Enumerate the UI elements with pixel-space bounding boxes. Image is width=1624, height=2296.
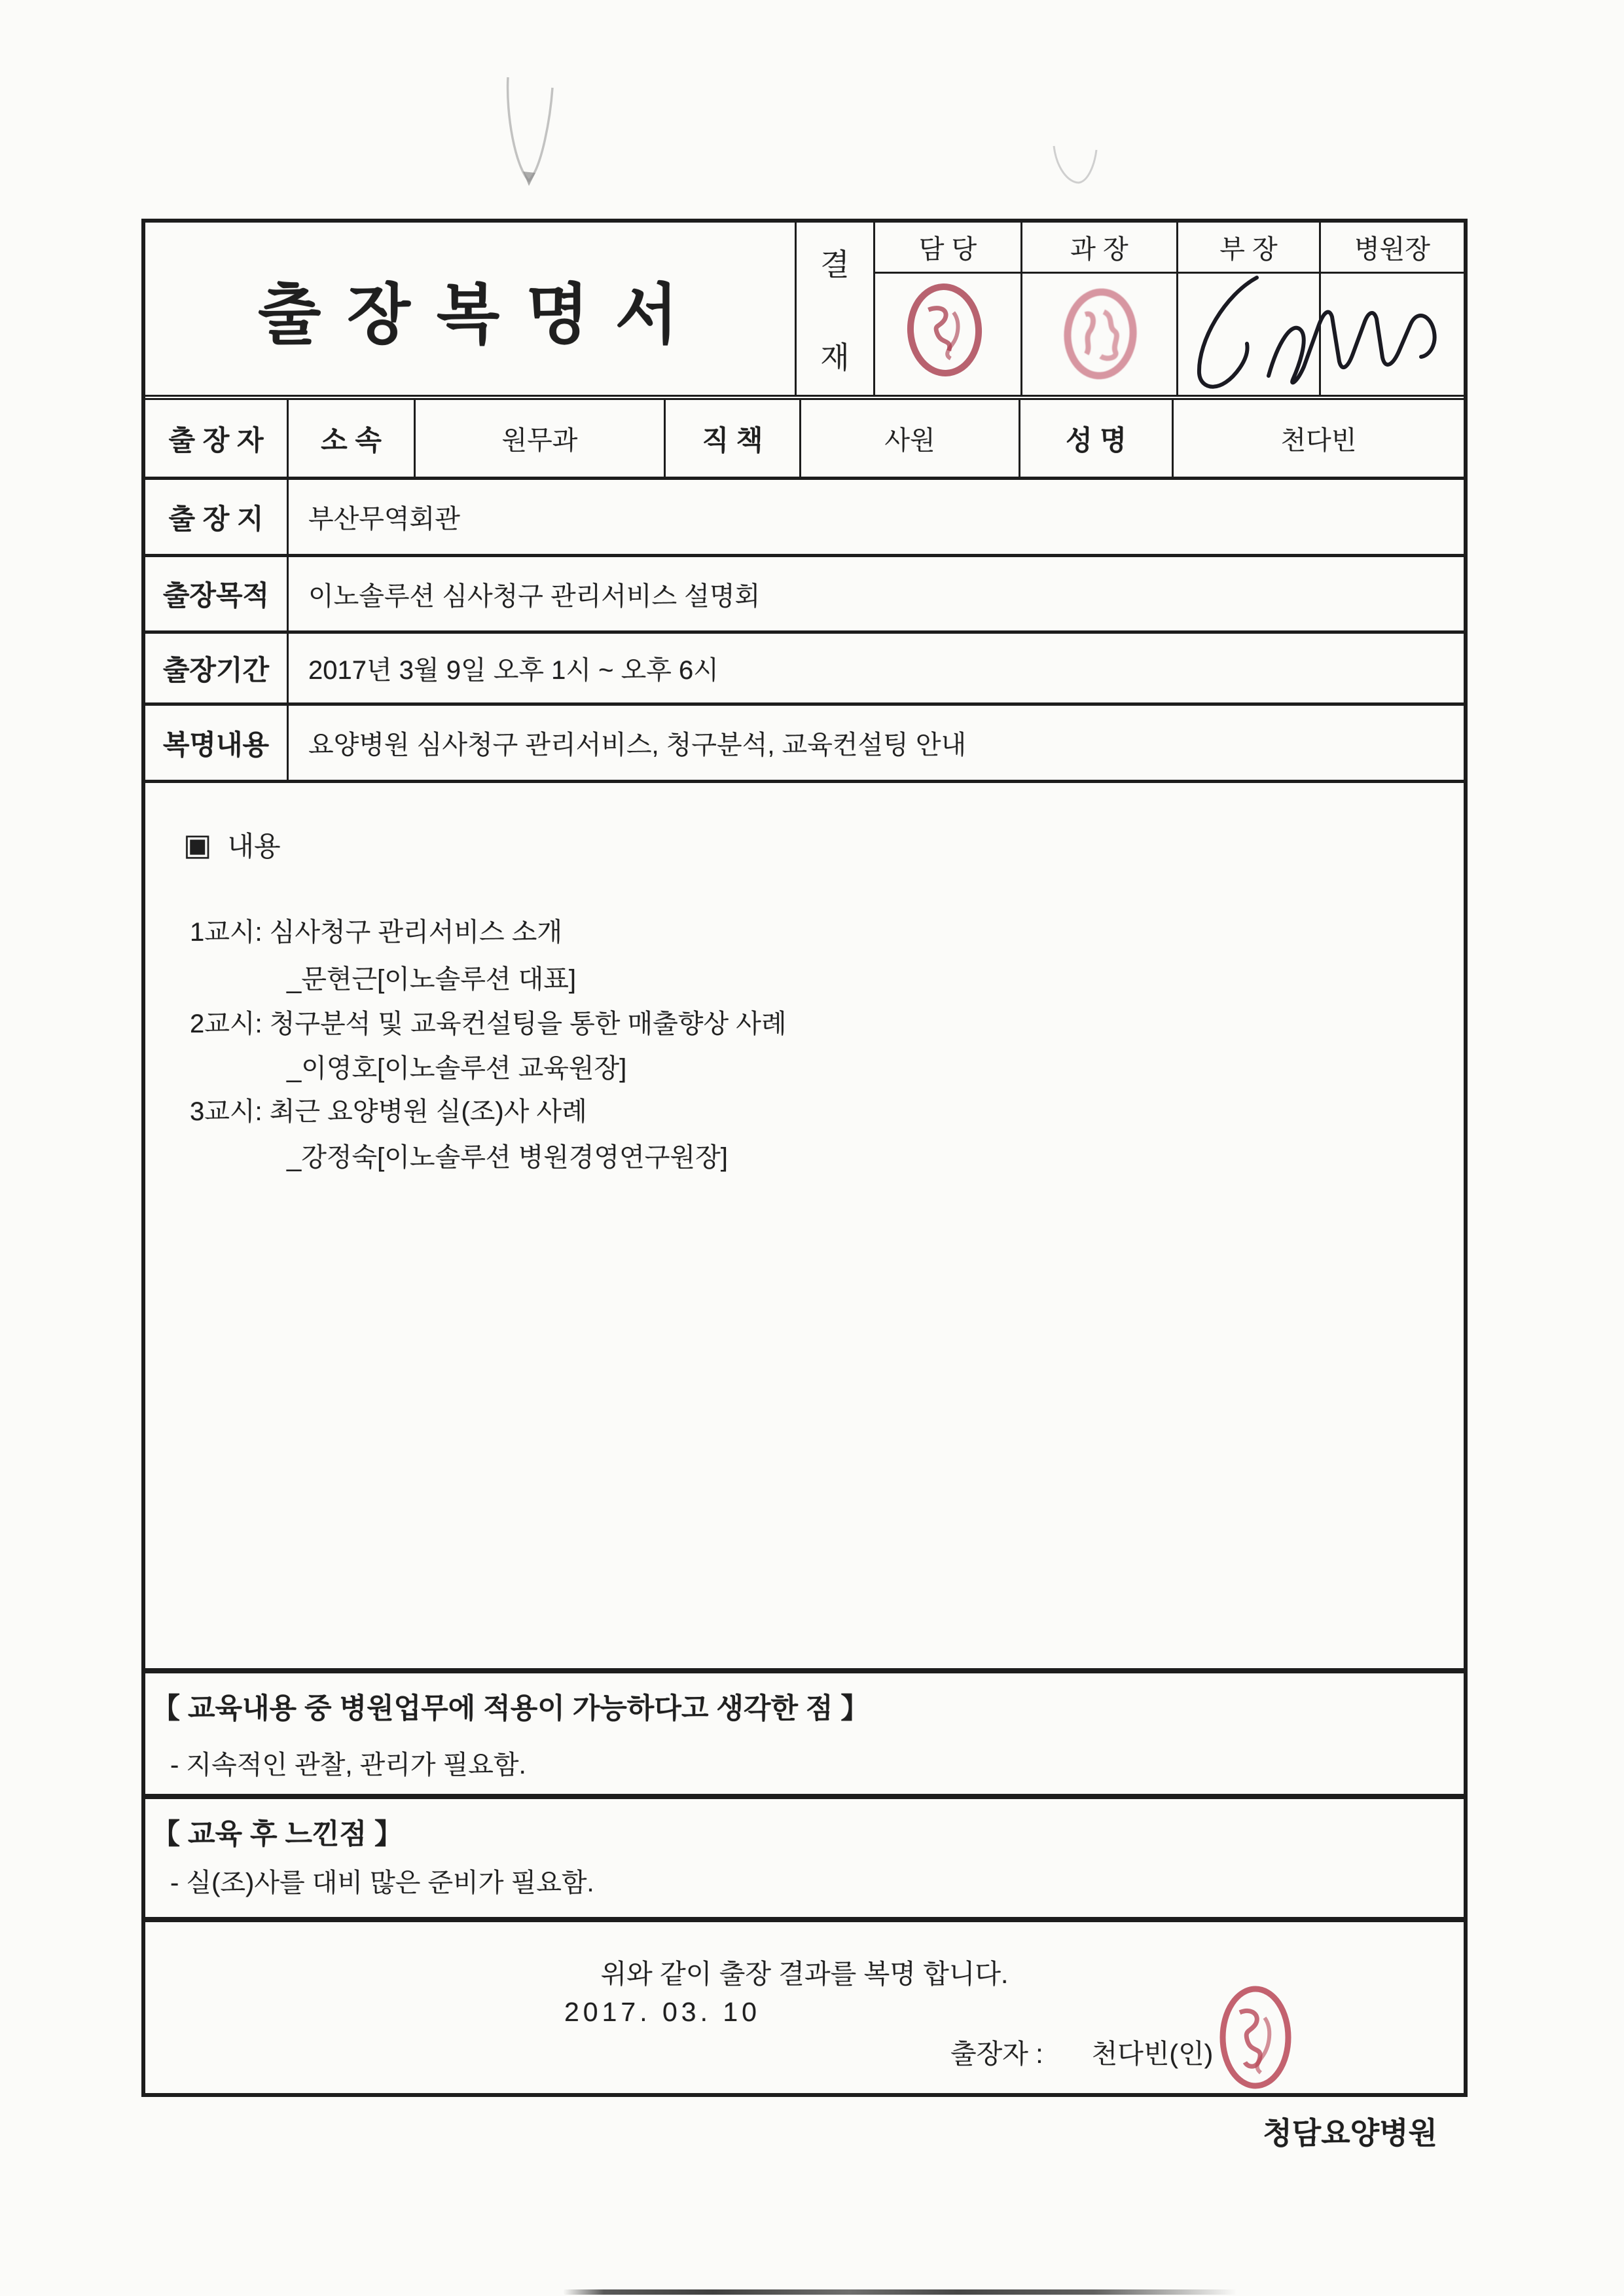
approval-label-char-top: 결	[820, 247, 850, 282]
scan-artifact-bottom-edge	[563, 2289, 1244, 2295]
traveler-label: 출 장 자	[145, 400, 289, 477]
approval-column-gwajang	[1022, 223, 1178, 395]
red-seal-stamp-icon	[902, 280, 987, 380]
destination-label: 출 장 지	[145, 480, 289, 554]
approval-stamp-block-label	[797, 223, 875, 395]
approval-column-label: 담 당	[875, 223, 1020, 274]
purpose-row	[145, 557, 1464, 634]
speaker-line: _강정숙[이노솔루션 병원경영연구원장]	[287, 1143, 728, 1172]
name-value: 천다빈	[1280, 426, 1357, 455]
applicable-points-heading: 【 교육내용 중 병원업무에 적용이 가능하다고 생각한 점 】	[152, 1693, 869, 1724]
signer-label: 출장자 :	[950, 2039, 1043, 2069]
approval-stamp-cell	[1022, 274, 1176, 395]
handwritten-signature-icon	[1180, 270, 1462, 398]
speaker-line: _이영호[이노솔루션 교육원장]	[287, 1054, 627, 1083]
approval-label-char-bottom: 재	[820, 340, 850, 374]
hospital-name: 청담요양병원	[1263, 2116, 1437, 2150]
destination-row	[145, 480, 1464, 557]
applicable-points-body: - 지속적인 관찰, 관리가 필요함.	[170, 1751, 526, 1779]
affiliation-value: 원무과	[416, 400, 666, 477]
speaker-line: _문현근[이노솔루션 대표]	[287, 965, 576, 994]
name-label: 성 명	[1020, 400, 1174, 477]
impressions-section	[145, 1799, 1464, 1922]
period-value: 2017년 3월 9일 오후 1시 ~ 오후 6시	[308, 656, 719, 685]
scan-artifact-clip-mark-left	[504, 73, 556, 192]
closing-box	[145, 1922, 1464, 2093]
content-heading	[183, 825, 281, 864]
position-label: 직 책	[666, 400, 801, 477]
trip-report-form	[141, 219, 1468, 2097]
period-label: 출장기간	[145, 634, 289, 702]
content-heading-label: 내용	[227, 831, 281, 862]
approval-column-label: 병원장	[1321, 223, 1464, 274]
approval-column-damdang	[875, 223, 1022, 395]
traveler-row	[145, 400, 1464, 480]
signer-name: 천다빈(인)	[1091, 2039, 1214, 2069]
period-row	[145, 634, 1464, 706]
document-title-cell	[145, 223, 797, 395]
red-seal-stamp-icon	[1058, 284, 1142, 384]
filled-square-bullet-icon: ▣	[183, 828, 212, 862]
approval-stamp-cell	[875, 274, 1020, 395]
closing-statement: 위와 같이 출장 결과를 복명 합니다.	[600, 1959, 1009, 1989]
position-value: 사원	[801, 400, 1020, 477]
signer-line	[950, 2032, 1213, 2071]
applicable-points-section	[145, 1673, 1464, 1799]
purpose-value: 이노솔루션 심사청구 관리서비스 설명회	[308, 581, 761, 611]
approval-column-label: 과 장	[1022, 223, 1176, 274]
document-title: 출 장 복 명 서	[257, 278, 683, 352]
closing-date: 2017. 03. 10	[564, 1997, 761, 2027]
approval-grid	[875, 223, 1464, 395]
approval-column-label: 부 장	[1178, 223, 1319, 274]
form-header-row	[145, 223, 1464, 400]
impressions-heading: 【 교육 후 느낀점 】	[152, 1819, 403, 1850]
report-summary-label: 복명내용	[145, 706, 289, 780]
report-summary-value: 요양병원 심사청구 관리서비스, 청구분석, 교육컨설팅 안내	[308, 731, 967, 759]
content-box	[145, 783, 1464, 1673]
destination-value: 부산무역회관	[308, 505, 460, 534]
session-line: 3교시: 최근 요양병원 실(조)사 사례	[190, 1097, 587, 1126]
report-summary-row	[145, 706, 1464, 783]
purpose-label: 출장목적	[145, 557, 289, 630]
session-line: 2교시: 청구분석 및 교육컨설팅을 통한 매출향상 사례	[190, 1010, 787, 1038]
affiliation-label: 소 속	[289, 400, 416, 477]
scan-artifact-clip-mark-right	[1051, 139, 1100, 191]
session-line: 1교시: 심사청구 관리서비스 소개	[190, 918, 563, 947]
impressions-body: - 실(조)사를 대비 많은 준비가 필요함.	[170, 1868, 594, 1897]
red-seal-stamp-icon	[1218, 1984, 1293, 2091]
